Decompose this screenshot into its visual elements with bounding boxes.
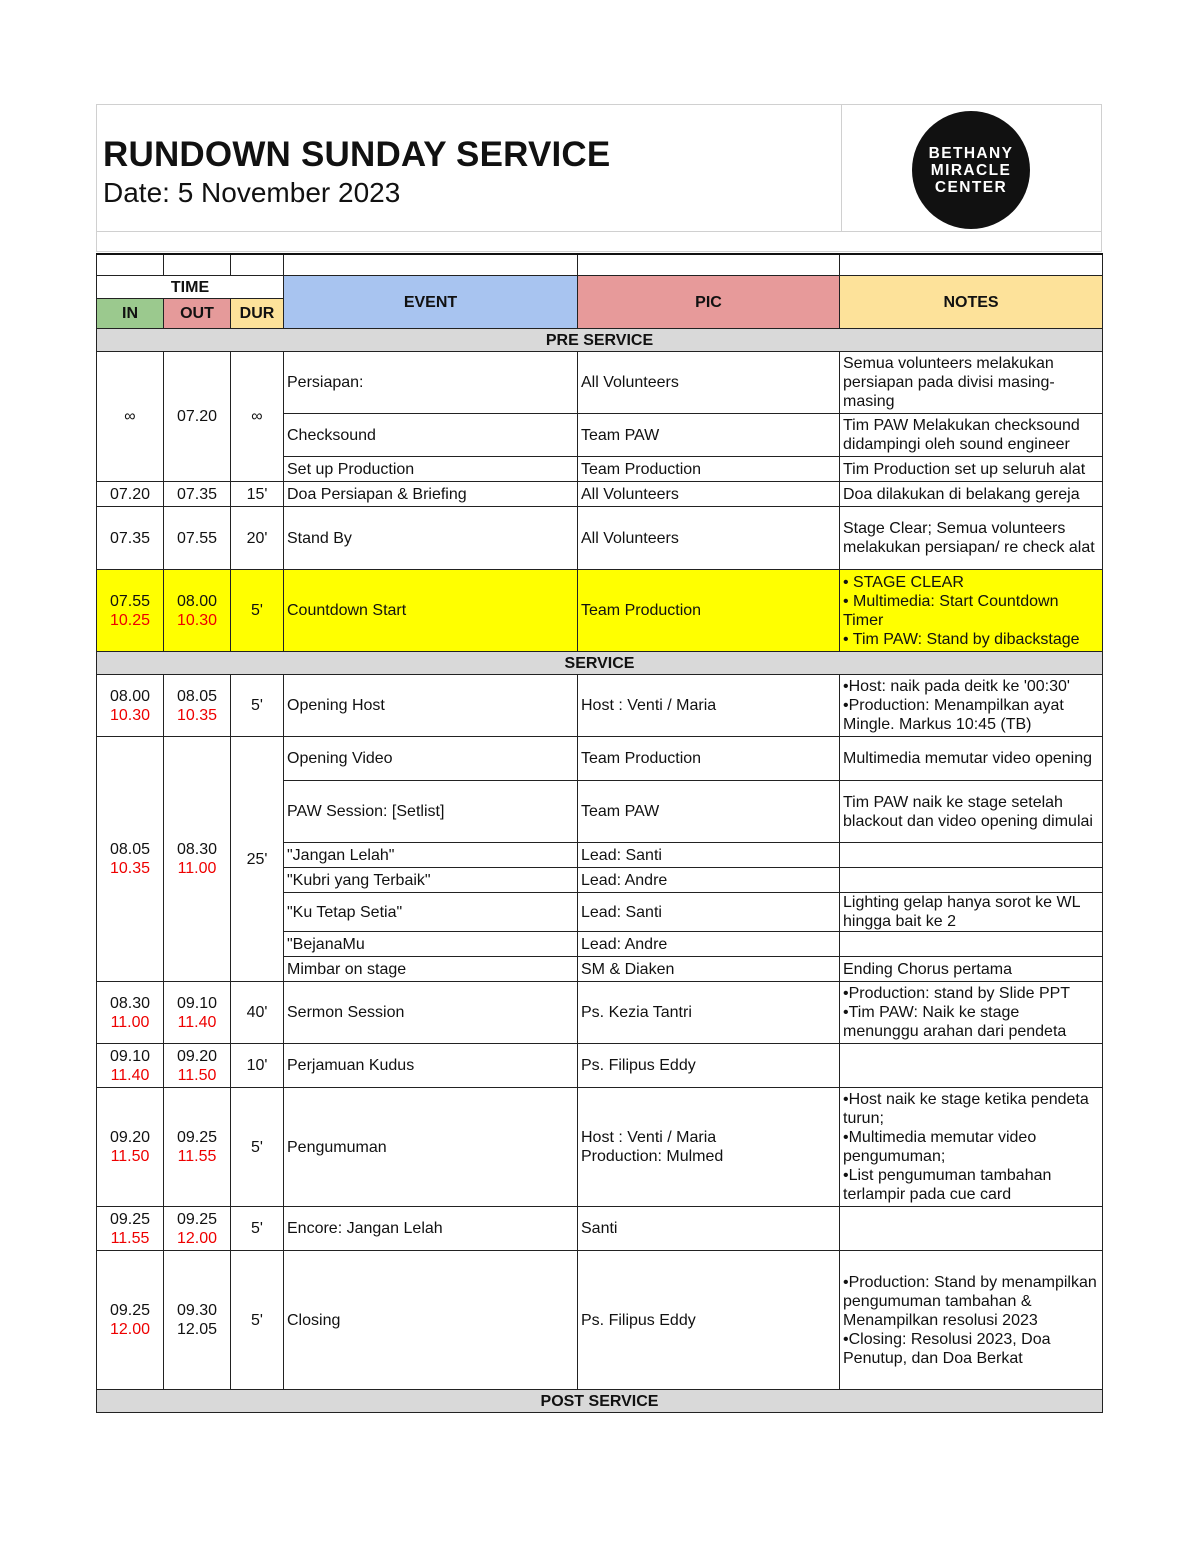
time-secondary: 11.50 (110, 1148, 150, 1165)
time-primary: 08.30 (109, 994, 151, 1012)
section-label: SERVICE (97, 652, 1103, 675)
pic-cell: Lead: Santi (578, 843, 840, 868)
time-in (97, 675, 164, 737)
time-out: 07.55 (164, 507, 231, 570)
logo-line-3: CENTER (934, 178, 1008, 196)
time-primary: 08.00 (176, 592, 218, 610)
time-in (97, 1251, 164, 1390)
time-primary: 09.25 (109, 1302, 151, 1319)
pic-cell: Team Production (578, 457, 840, 482)
event-cell: Persiapan: (284, 352, 578, 414)
table-row (97, 675, 1103, 737)
notes-cell (840, 868, 1103, 893)
note-line: •Production: Menampilkan ayat Mingle. Markus 10:45 (TB) (843, 697, 1064, 733)
note-line: • Multimedia: Start Countdown Timer (843, 592, 1059, 629)
duration: 5' (231, 675, 284, 737)
note-line: •Tim PAW: Naik ke stage menunggu arahan dari pendeta (843, 1004, 1067, 1040)
pic-cell: Host : Venti / Maria (578, 675, 840, 737)
duration: ∞ (231, 352, 284, 482)
document-header-area (96, 104, 1102, 252)
blank-row (96, 232, 1102, 252)
notes-cell: Tim Production set up seluruh alat (840, 457, 1103, 482)
table-row (97, 352, 1103, 414)
time-primary: 08.30 (176, 841, 218, 858)
time-secondary: 12.00 (176, 1229, 218, 1247)
notes-cell (840, 1088, 1103, 1207)
title-block (96, 104, 1102, 232)
section-post-service (97, 1390, 1103, 1413)
time-primary: 09.30 (176, 1302, 218, 1319)
time-primary: 08.00 (109, 687, 151, 705)
notes-cell: Lighting gelap hanya sorot ke WL hingga bait ke 2 (840, 893, 1103, 932)
time-in (97, 1044, 164, 1088)
pic-cell: Santi (578, 1207, 840, 1251)
table-row (97, 482, 1103, 507)
pic-cell: Ps. Filipus Eddy (578, 1044, 840, 1088)
table-row-highlighted (97, 570, 1103, 652)
time-secondary: 11.40 (110, 1066, 150, 1084)
table-row (97, 1088, 1103, 1207)
time-primary: 09.25 (109, 1210, 151, 1228)
notes-cell (840, 932, 1103, 957)
pic-cell: Lead: Santi (578, 893, 840, 932)
event-cell: Closing (284, 1251, 578, 1390)
time-secondary: 11.50 (177, 1066, 217, 1084)
event-cell: Pengumuman (284, 1088, 578, 1207)
time-out: 07.20 (164, 352, 231, 482)
time-primary: 09.25 (176, 1210, 218, 1228)
time-primary: 08.05 (109, 841, 151, 858)
pic-cell: Team Production (578, 737, 840, 781)
duration: 5' (231, 1251, 284, 1390)
time-in: 07.35 (97, 507, 164, 570)
column-header-row (97, 276, 1103, 299)
note-line: •Host naik ke stage ketika pendeta turun; (843, 1091, 1089, 1127)
page-title: RUNDOWN SUNDAY SERVICE (103, 135, 611, 174)
time-secondary: 12.00 (109, 1321, 151, 1338)
logo-line-1: BETHANY (928, 144, 1014, 162)
event-cell: "BejanaMu (284, 932, 578, 957)
note-line: •Production: stand by Slide PPT (843, 985, 1071, 1002)
event-cell: Stand By (284, 507, 578, 570)
pic-cell: Team Production (578, 570, 840, 652)
pic-cell: All Volunteers (578, 507, 840, 570)
time-out (164, 1251, 231, 1390)
pic-cell: All Volunteers (578, 352, 840, 414)
time-in (97, 570, 164, 652)
in-header: IN (97, 299, 164, 329)
pic-cell: Team PAW (578, 414, 840, 457)
note-line: •Multimedia memutar video pengumuman; (843, 1129, 1037, 1165)
table-row (97, 1044, 1103, 1088)
event-cell: PAW Session: [Setlist] (284, 781, 578, 843)
note-line: •Host: naik pada deitk ke '00:30' (843, 678, 1070, 695)
note-line: • Tim PAW: Stand by dibackstage (843, 630, 1080, 648)
table-row (97, 737, 1103, 781)
duration: 5' (231, 570, 284, 652)
notes-cell (840, 675, 1103, 737)
notes-cell: Stage Clear; Semua volunteers melakukan persiapan/ re check alat (840, 507, 1103, 570)
time-in: ∞ (97, 352, 164, 482)
event-cell: Checksound (284, 414, 578, 457)
event-cell: Perjamuan Kudus (284, 1044, 578, 1088)
time-in (97, 737, 164, 982)
note-line: •Production: Stand by menampilkan pengumuman tambahan & Menampilkan resolusi 2023 (843, 1273, 1097, 1329)
notes-cell: Ending Chorus pertama (840, 957, 1103, 982)
table-row (97, 1251, 1103, 1390)
pic-header: PIC (578, 276, 840, 329)
time-secondary: 10.35 (109, 860, 151, 877)
duration: 25' (231, 737, 284, 982)
table-row (97, 507, 1103, 570)
notes-cell: Semua volunteers melakukan persiapan pada divisi masing-masing (840, 352, 1103, 414)
time-secondary: 12.05 (176, 1321, 218, 1338)
time-out (164, 570, 231, 652)
time-in (97, 982, 164, 1044)
rundown-table (96, 253, 1103, 1413)
time-out (164, 1088, 231, 1207)
event-cell: "Kubri yang Terbaik" (284, 868, 578, 893)
event-cell: "Jangan Lelah" (284, 843, 578, 868)
section-service (97, 652, 1103, 675)
notes-cell: Doa dilakukan di belakang gereja (840, 482, 1103, 507)
pic-cell: Lead: Andre (578, 868, 840, 893)
notes-cell (840, 1044, 1103, 1088)
time-out (164, 737, 231, 982)
time-primary: 09.10 (176, 994, 218, 1012)
dur-header: DUR (231, 299, 284, 329)
time-out (164, 675, 231, 737)
time-in (97, 1088, 164, 1207)
time-primary: 09.20 (176, 1047, 218, 1065)
notes-cell (840, 843, 1103, 868)
time-secondary: 11.00 (110, 1013, 150, 1031)
time-secondary: 10.35 (176, 706, 218, 724)
time-secondary: 10.30 (109, 706, 151, 724)
pic-cell: Lead: Andre (578, 932, 840, 957)
time-secondary: 11.55 (110, 1229, 150, 1247)
time-header: TIME (97, 276, 284, 299)
duration: 5' (231, 1088, 284, 1207)
section-label: PRE SERVICE (97, 329, 1103, 352)
notes-cell: Tim PAW Melakukan checksound didampingi oleh sound engineer (840, 414, 1103, 457)
time-secondary: 10.25 (109, 611, 151, 629)
event-cell: Mimbar on stage (284, 957, 578, 982)
time-out (164, 1044, 231, 1088)
notes-cell (840, 1207, 1103, 1251)
duration: 20' (231, 507, 284, 570)
time-primary: 07.55 (109, 592, 151, 610)
duration: 10' (231, 1044, 284, 1088)
table-row (97, 1207, 1103, 1251)
duration: 15' (231, 482, 284, 507)
note-line: •List pengumuman tambahan terlampir pada cue card (843, 1167, 1052, 1203)
church-logo (912, 111, 1030, 229)
time-primary: 08.05 (176, 687, 218, 705)
service-date: Date: 5 November 2023 (103, 177, 401, 208)
out-header: OUT (164, 299, 231, 329)
duration: 5' (231, 1207, 284, 1251)
note-line: • STAGE CLEAR (843, 573, 964, 591)
event-cell: Doa Persiapan & Briefing (284, 482, 578, 507)
event-cell: Sermon Session (284, 982, 578, 1044)
time-secondary: 11.40 (177, 1013, 217, 1031)
time-secondary: 10.30 (176, 611, 218, 629)
event-cell: Opening Host (284, 675, 578, 737)
time-out (164, 1207, 231, 1251)
event-cell: "Ku Tetap Setia" (284, 893, 578, 932)
notes-cell: Multimedia memutar video opening (840, 737, 1103, 781)
table-row (97, 982, 1103, 1044)
pic-cell (578, 1088, 840, 1207)
duration: 40' (231, 982, 284, 1044)
logo-cell (841, 105, 1102, 231)
event-cell: Set up Production (284, 457, 578, 482)
event-header: EVENT (284, 276, 578, 329)
event-cell: Encore: Jangan Lelah (284, 1207, 578, 1251)
time-out: 07.35 (164, 482, 231, 507)
pic-cell: Ps. Kezia Tantri (578, 982, 840, 1044)
section-pre-service (97, 329, 1103, 352)
time-in: 07.20 (97, 482, 164, 507)
notes-cell (840, 1251, 1103, 1390)
blank-top-row (97, 254, 1103, 276)
notes-cell (840, 570, 1103, 652)
notes-cell: Tim PAW naik ke stage setelah blackout dan video opening dimulai (840, 781, 1103, 843)
event-cell: Countdown Start (284, 570, 578, 652)
pic-cell: Team PAW (578, 781, 840, 843)
time-in (97, 1207, 164, 1251)
pic-cell: All Volunteers (578, 482, 840, 507)
pic-cell: SM & Diaken (578, 957, 840, 982)
section-label: POST SERVICE (97, 1390, 1103, 1413)
logo-line-2: MIRACLE (930, 161, 1012, 179)
pic-cell: Ps. Filipus Eddy (578, 1251, 840, 1390)
pic-line: Host : Venti / Maria (581, 1129, 717, 1146)
pic-line: Production: Mulmed (581, 1148, 724, 1165)
time-primary: 09.10 (109, 1047, 151, 1065)
time-primary: 09.20 (109, 1129, 151, 1146)
time-out (164, 982, 231, 1044)
notes-header: NOTES (840, 276, 1103, 329)
notes-cell (840, 982, 1103, 1044)
time-secondary: 11.00 (177, 860, 217, 877)
time-primary: 09.25 (176, 1129, 218, 1146)
event-cell: Opening Video (284, 737, 578, 781)
time-secondary: 11.55 (177, 1148, 217, 1165)
note-line: •Closing: Resolusi 2023, Doa Penutup, dan Doa Berkat (843, 1330, 1051, 1367)
